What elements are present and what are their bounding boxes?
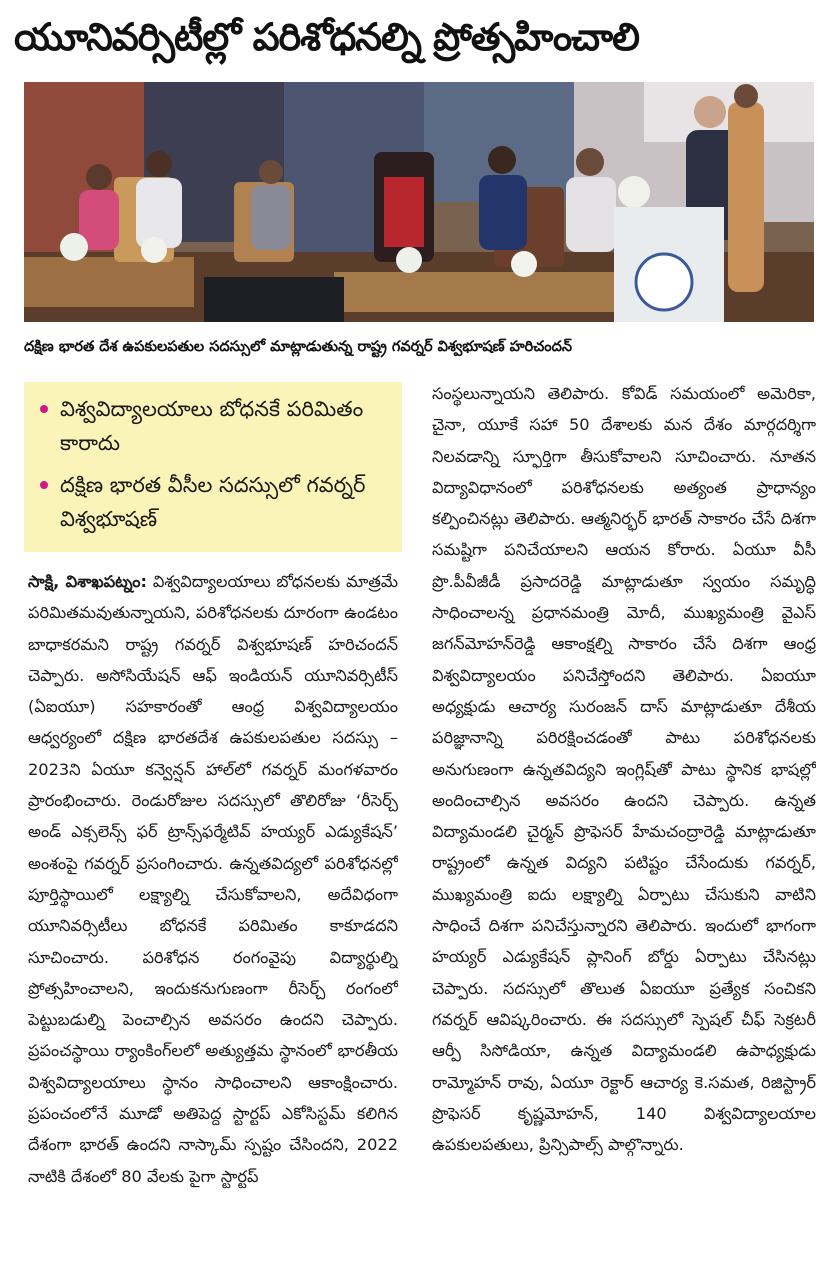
highlight-text: దక్షిణ భారత వీసీల సదస్సులో గవర్నర్ విశ్వభూషణ్ (60, 473, 366, 531)
body-text-right: సంస్థలున్నాయని తెలిపారు. కోవిడ్ సమయంలో అమెరికా, చైనా, యూకే సహా 50 దేశాలకు మన దేశం మార్గదర్శిగా నిలవడాన్ని స్ఫూర్తిగా తీసుకోవాలని సూచించారు. నూతన విద్యావిధానంలో పరిశోధనలకు అత్యంత ప్రాధాన్యం కల్పించినట్లు తెలిపారు. ఆత్మనిర్భర్ భారత్ సాకారం చేసే దిశగా సమష్టిగా పనిచేయాలని ఆయన కోరారు. ఏయూ వీసీ ప్రొ.పీవీజీడీ ప్రసాదరెడ్డి మాట్లాడుతూ స్వయం సమృద్ధి సాధించాలన్న ప్రధానమంత్రి మోదీ, ముఖ్యమంత్రి వైఎస్ జగన్‌మోహన్‌రెడ్డి ఆకాంక్షల్ని సాకారం చేసే దిశగా ఆంధ్ర విశ్వవిద్యాలయం పనిచేస్తోందని తెలిపారు. ఏఐయూ అధ్యక్షుడు ఆచార్య సురంజన్ దాస్ మాట్లాడుతూ దేశీయ పరిజ్ఞానాన్ని పరిరక్షించడంతో పాటు పరిశోధనలకు అనుగుణంగా ఉన్నతవిద్యని ఇంగ్లిష్‌తో పాటు స్థానిక భాషల్లో అందించాల్సిన అవసరం ఉందని చెప్పారు. ఉన్నత విద్యామండలి చైర్మన్ ప్రొఫెసర్ హేమచంద్రారెడ్డి మాట్లాడుతూ రాష్ట్రంలో ఉన్నత విద్యని పటిష్టం చేసేందుకు గవర్నర్, ముఖ్యమంత్రి ఐదు లక్ష్యాల్ని ఏర్పాటు చేసుకుని వాటిని సాధించే దిశగా పనిచేస్తున్నారని తెలిపారు. ఇందులో భాగంగా హయ్యర్ ఎడ్యుకేషన్ ప్లానింగ్ బోర్డు ఏర్పాటు చేసినట్లు చెప్పారు. సదస్సులో తొలుత ఏఐయూ ప్రత్యేక సంచికని గవర్నర్ ఆవిష్కరించారు. ఈ సదస్సులో స్పెషల్ చీఫ్ సెక్రటరీ ఆర్పీ సిసోడియా, ఉన్నత విద్యామండలి ఉపాధ్యక్షుడు రామ్మోహన్ రావు, ఏయూ రెక్టార్ ఆచార్య కె.సమత, రిజిస్ట్రార్ ప్రొఫెసర్ కృష్ణమోహన్, 140 విశ్వవిద్యాలయాల ఉపకులపతులు, ప్రిన్సిపాల్స్ పాల్గొన్నారు. (432, 384, 816, 1155)
photo-caption: దక్షిణ భారత దేశ ఉపకులపతుల సదస్సులో మాట్లాడుతున్న రాష్ట్ర గవర్నర్ విశ్వభూషణ్ హరిచందన్ (24, 339, 573, 355)
event-photo (24, 82, 814, 322)
article-column-left (28, 566, 398, 1266)
bullet-icon (40, 405, 48, 413)
body-text-left: విశ్వవిద్యాలయాలు బోధనలకు మాత్రమే పరిమితమవుతున్నాయని, పరిశోధనలకు దూరంగా ఉండటం బాధాకరమని రాష్ట్ర గవర్నర్ విశ్వభూషణ్ హరిచందన్ చెప్పారు. అసోసియేషన్ ఆఫ్ ఇండియన్ యూనివర్సిటీస్ (ఏఐయూ) సహకారంతో ఆంధ్ర విశ్వవిద్యాలయం ఆధ్వర్యంలో దక్షిణ భారతదేశ ఉపకులపతుల సదస్సు –2023ని ఏయూ కన్వెన్షన్ హాల్‌లో గవర్నర్ మంగళవారం ప్రారంభించారు. రెండురోజుల సదస్సులో తొలిరోజు ‘రీసెర్చ్ అండ్ ఎక్సలెన్స్ ఫర్ ట్రాన్స్‌ఫర్మేటివ్ హయ్యర్ ఎడ్యుకేషన్’ అంశంపై గవర్నర్ ప్రసంగించారు. ఉన్నతవిద్యలో పరిశోధనల్లో పూర్తిస్థాయిలో లక్ష్యాల్ని చేసుకోవాలని, అదేవిధంగా యూనివర్సిటీలు బోధనకే పరిమితం కాకూడదని సూచించారు. పరిశోధన రంగంవైపు విద్యార్థుల్ని ప్రోత్సహించాలని, ఇందుకనుగుణంగా రీసెర్చ్ రంగంలో పెట్టుబడుల్ని పెంచాల్సిన అవసరం ఉందని చెప్పారు. ప్రపంచస్థాయి ర్యాంకింగ్‌లలో అత్యుత్తమ స్థానంలో భారతీయ విశ్వవిద్యాలయాలు స్థానం సాధించాలని ఆకాంక్షించారు. ప్రపంచంలోనే మూడో అతిపెద్ద స్టార్టప్ ఎకోసిస్టమ్ కలిగిన దేశంగా భారత్ ఉందని నాస్కామ్ స్పష్టం చేసిందని, 2022 నాటికి దేశంలో 80 వేలకు పైగా స్టార్టప్ (28, 572, 398, 1186)
highlights-box (24, 382, 402, 552)
highlight-item (40, 392, 386, 460)
highlight-item (40, 468, 386, 536)
bullet-icon (40, 481, 48, 489)
headline: యూనివర్సిటీల్లో పరిశోధనల్ని ప్రోత్సహించాలి (14, 15, 639, 59)
highlight-text: విశ్వవిద్యాలయాలు బోధనకే పరిమితం కారాదు (60, 397, 364, 455)
dateline: సాక్షి, విశాఖపట్నం: (28, 572, 147, 591)
article-column-right (432, 378, 816, 1266)
